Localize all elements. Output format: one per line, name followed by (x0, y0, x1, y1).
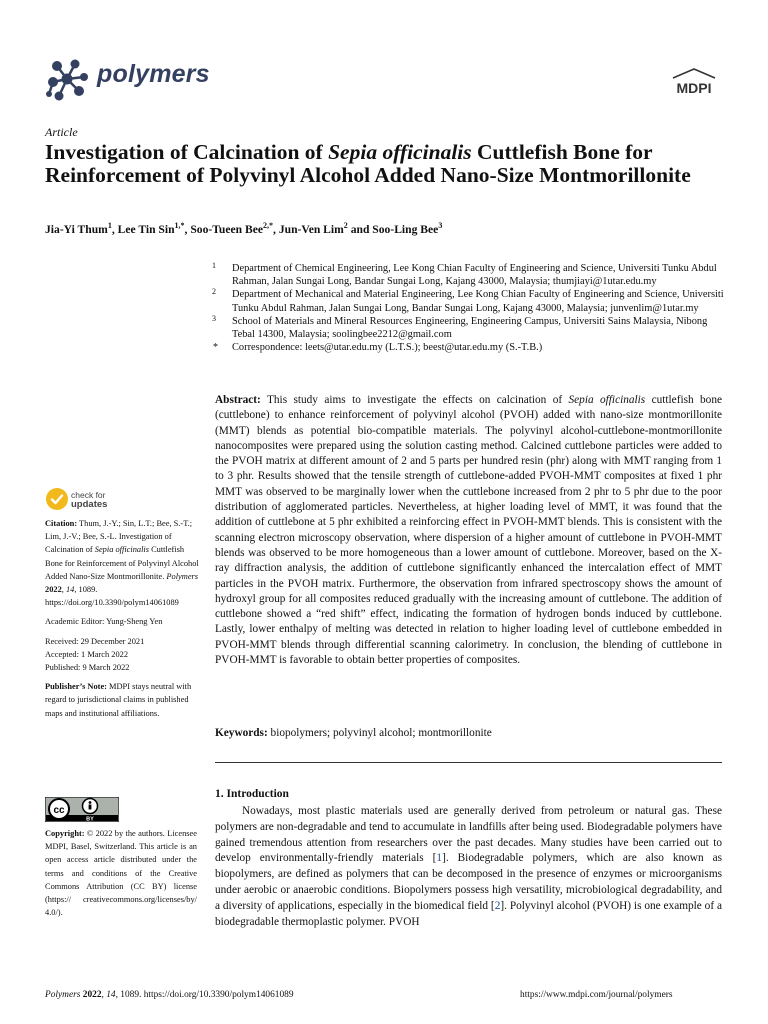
affiliation-1: 1 Department of Chemical Engineering, Lee Kong Chian Faculty of Engineering and Science, Universiti Tunku Abdul Rahman, Jalan Sungai Long, Bandar Sungai Long, Kajang 43000, Malaysia; thumjiayi@1utar.edu.my (212, 261, 717, 288)
section-heading: 1. Introduction (215, 788, 289, 800)
section-divider (215, 762, 722, 763)
author-3: Soo-Tueen Bee (190, 222, 264, 236)
author-1: Jia-Yi Thum (45, 222, 108, 236)
mdpi-logo-text: MDPI (676, 80, 712, 96)
citation: Citation: Thum, J.-Y.; Sin, L.T.; Bee, S.-T.; Lim, J.-V.; Bee, S.-L. Investigation of Calcination of Sepia officinalis Cuttlefish Bone for Reinforcement of Polyvinyl Alcohol Added Nano-Size Montmorillonite. Polymers 2022, 14, 1089. https://doi.org/10.3390/polym14061089 (45, 519, 199, 608)
academic-editor: Academic Editor: Yung-Sheng Yen (45, 617, 163, 627)
check-updates-icon (45, 487, 69, 511)
journal-name: polymers (97, 60, 210, 88)
author-2: Lee Tin Sin (117, 222, 175, 236)
article-sidebar (45, 517, 200, 720)
abstract: Abstract: This study aims to investigate the effects on calcination of Sepia officinalis cuttlefish bone (cuttlebone) to enhance reinforcement of polyvinyl alcohol (PVOH) added with nano-size montmorillonite (MMT) blends as potential bio-compatible materials. The polyvinyl alcohol-cuttlebone-montmorillonite nanocomposites were prepared using the solution casting method. Calcined cuttlebone particles were added to the PVOH matrix at different amount of 2 and 5 parts per hundred resin (phr) along with MMT ranging from 1 to 3 phr. Results showed that the tensile strength of cuttlebone-added PVOH-MMT composites at fixed 1 phr MMT was observed to be marginally lower when the cuttlebone increased from 2 phr to 5 phr due to the poor distribution of agglomerated particles. Nevertheless, at higher loading level of MMT, it was found that the addition of cuttlebone at 5 phr exhibited a reinforcing effect in PVOH-MMT blends. This is consistent with the scanning electron microscopy observation, where dispersion of a higher amount of cuttlebone in PVOH-MMT blends was observed to be more homogeneous than a lower amount of cuttlebone. Moreover, based on the X-ray diffraction analysis, the addition of cuttlebone significantly enhanced the intercalation effect of MMT particles in the PVOH matrix. Furthermore, the observation from infrared spectroscopy shows the amount of hydroxyl group for all composites reduced gradually with the increasing amount of cuttlebone. The addition of cuttlebone showed a “red shift” effect, indicating the formation of hydrogen bonds induced by cuttlebone. Lastly, lower enthalpy of melting was detected in relation to higher loading level of cuttlebone embedded in PVOH-MMT blends through differential scanning calorimetry. In conclusion, the blending of cuttlebone in PVOH-MMT is favorable to obtain better properties of composites. (215, 394, 722, 667)
author-4: Jun-Ven Lim (278, 222, 344, 236)
cc-by-text: BY (86, 816, 94, 822)
keywords: Keywords: biopolymers; polyvinyl alcohol; montmorillonite (215, 727, 492, 739)
footer-journal-url[interactable]: https://www.mdpi.com/journal/polymers (520, 990, 673, 1000)
publisher-note: Publisher’s Note: MDPI stays neutral with regard to jurisdictional claims in published maps and institutional affiliations. (45, 682, 192, 718)
cc-text: cc (53, 805, 65, 816)
introduction-text: Nowadays, most plastic materials used are generally derived from petroleum or natural gas. These polymers are non-degradable and tend to accumulate in landfills after being used. Biodegradable polymers have gained tremendous attention from researchers over the past decades. Many studies have been carried out to develop environmentally-friendly materials [1]. Biodegradable polymers, which are also known as biopolymers, are defined as polymers that can be decomposed in the presence of enzymes or microorganisms under aerobic or anaerobic conditions. Biopolymers possess high versatility, microbiological degradability, and a diversity of applications, especially in the biomedical field [2]. Polyvinyl alcohol (PVOH) is one example of a biodegradable thermoplastic polymer. PVOH (215, 805, 722, 928)
affiliation-2: 2 Department of Mechanical and Material Engineering, Lee Kong Chian Faculty of Engineering and Science, Universiti Tunku Abdul Rahman, Jalan Sungai Long, Bandar Sungai Long, Kajang 43000, Malaysia; junvenlim@1utar.my (212, 287, 724, 314)
mdpi-logo (667, 68, 721, 98)
title-species: Sepia officinalis (328, 140, 472, 164)
author-list: Jia-Yi Thum$^1$, Lee Tin Sin$^{1,*}$, Soo-Tueen Bee$^{2,*}$, Jun-Ven Lim$^2$ and Soo-Ling Bee$^3$ (45, 221, 443, 236)
reference-link-2[interactable]: 2 (494, 899, 501, 912)
affiliations (212, 262, 724, 354)
article-title: Investigation of Calcination of Sepia officinalis Cuttlefish Bone for Reinforcement of Polyvinyl Alcohol Added Nano-Size Montmorillonite (45, 140, 691, 187)
date-published: Published: 9 March 2022 (45, 663, 130, 673)
date-received: Received: 29 December 2021 (45, 636, 145, 646)
affiliation-3: 3 School of Materials and Mineral Resources Engineering, Engineering Campus, Universiti Sains Malaysia, Nibong Tebal 14300, Malaysia; soolingbee2212@gmail.com (212, 313, 708, 341)
correspondence: * Correspondence: leets@utar.edu.my (L.T.S.); beest@utar.edu.my (S.-T.B.) (213, 342, 543, 354)
cc-by-license-icon[interactable] (45, 797, 119, 822)
article-type: Article (45, 125, 78, 139)
author-5: Soo-Ling Bee (372, 222, 439, 236)
check-for-updates-button[interactable]: check for updates (45, 487, 165, 515)
footer-citation: Polymers 2022, 14, 1089. https://doi.org/10.3390/polym14061089 (45, 990, 294, 1000)
copyright-notice: Copyright: © 2022 by the authors. Licensee MDPI, Basel, Switzerland. This article is an open access article distributed under the terms and conditions of the Creative Commons Attribution (CC BY) license (https:// creativecommons.org/licenses/by/ 4.0/). (45, 829, 197, 918)
polymers-logo-icon (45, 58, 89, 102)
date-accepted: Accepted: 1 March 2022 (45, 649, 129, 659)
reference-link-1[interactable]: 1 (436, 852, 443, 865)
